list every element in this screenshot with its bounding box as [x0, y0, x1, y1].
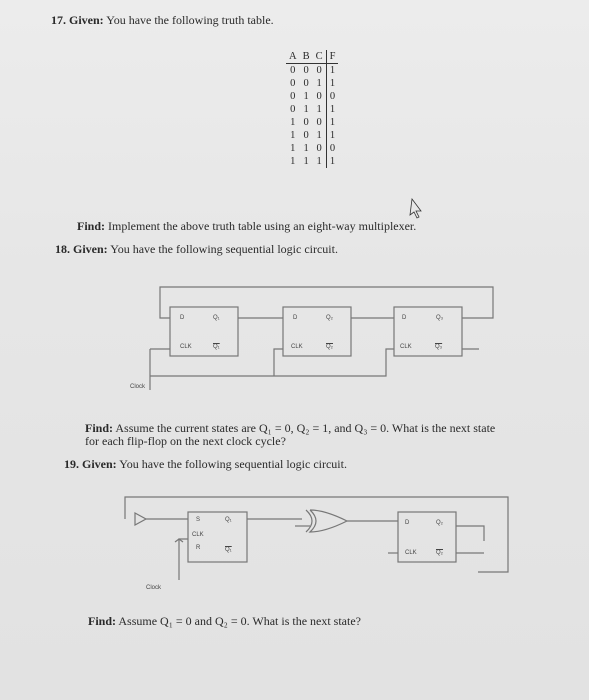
q19-d-q-label: Q₂: [436, 520, 443, 526]
q18-ff2-q-label: Q₂: [326, 315, 333, 321]
q17-find-label: Find:: [77, 219, 106, 233]
q19-clock-wire: [179, 539, 188, 580]
q19-number: 19.: [64, 457, 79, 471]
q19-d-clk-label: CLK: [405, 550, 417, 556]
truth-table-cell: 0: [316, 91, 322, 102]
truth-table-cell: 1: [290, 130, 296, 141]
header-f: F: [326, 50, 338, 64]
q18-ff1-d-label: D: [180, 315, 185, 321]
q19-sr-clk-label: CLK: [192, 532, 204, 538]
q18-ff1-q-label: Q₁: [213, 315, 220, 321]
header-a: A: [286, 50, 300, 64]
q18-ff2-qbar-label: Q₂: [326, 344, 333, 350]
truth-table-cell: 1: [326, 77, 338, 90]
truth-table-cell: 0: [303, 65, 309, 76]
q17-find-text: Implement the above truth table using an eight-way multiplexer.: [108, 219, 417, 233]
q18-ff3-q-label: Q₃: [436, 315, 444, 321]
truth-table-cell: 1: [326, 64, 338, 78]
truth-table-cell: 0: [290, 65, 296, 76]
q19-d-qbar-label: Q₂: [436, 550, 443, 556]
truth-table-cell: 1: [303, 91, 309, 102]
truth-table-cell: 1: [316, 130, 322, 141]
q19-d-d-label: D: [405, 520, 410, 526]
q18-find-text-2: for each flip-flop on the next clock cycle?: [85, 434, 286, 448]
truth-table-cell: 0: [316, 117, 322, 128]
q19-outer-loop-wire: [125, 497, 508, 572]
q19-find-text: Assume Q₁ = 0 and Q₂ = 0. What is the next state?: [118, 614, 361, 628]
q18-number: 18.: [55, 242, 70, 256]
truth-table-cell: 1: [316, 156, 322, 167]
q19-find-label: Find:: [88, 614, 117, 628]
q18-given-text: You have the following sequential logic circuit.: [110, 242, 338, 256]
q19-sr-q-label: Q₁: [225, 517, 232, 523]
truth-table-cell: 0: [326, 90, 338, 103]
q19-xor-gate-icon: [306, 510, 347, 532]
q19-clock-label: Clock: [146, 585, 162, 591]
truth-table-cell: 1: [290, 117, 296, 128]
truth-table-cell: 1: [303, 104, 309, 115]
truth-table-cell: 0: [316, 143, 322, 154]
truth-table-cell: 0: [326, 142, 338, 155]
q19-sr-qbar-label: Q₁: [225, 547, 232, 553]
q19-sr-s-label: S: [196, 517, 201, 523]
q18-ff2-d-label: D: [293, 315, 298, 321]
q19-q2-feedback-wire: [456, 526, 484, 541]
q19-find: [88, 614, 361, 629]
q18-ff3-qbar-label: Q₃: [435, 344, 443, 350]
q19-buffer-icon: [135, 513, 146, 525]
q18-find-label: Find:: [85, 421, 114, 435]
q18-ff1-clk-label: CLK: [180, 344, 192, 350]
q17-given-label: Given:: [69, 13, 104, 27]
truth-table-cell: 1: [316, 78, 322, 89]
q18-ff3-d-label: D: [402, 315, 407, 321]
truth-table-cell: 1: [326, 103, 338, 116]
truth-table-cell: 1: [303, 143, 309, 154]
q18-clock-label: Clock: [130, 384, 146, 390]
header-c: C: [313, 50, 327, 64]
q18-ff3-clk-label: CLK: [400, 344, 412, 350]
truth-table-cell: 0: [303, 78, 309, 89]
truth-table-cell: 1: [326, 116, 338, 129]
truth-table-cell: 0: [303, 130, 309, 141]
truth-table-cell: 0: [290, 91, 296, 102]
truth-table-cell: 1: [316, 104, 322, 115]
q19-given-text: You have the following sequential logic circuit.: [119, 457, 347, 471]
header-b: B: [300, 50, 313, 64]
truth-table-cell: 1: [326, 155, 338, 168]
truth-table-cell: 0: [290, 104, 296, 115]
q18-given-label: Given:: [73, 242, 108, 256]
q19-sr-r-label: R: [196, 545, 201, 551]
q18-find-text-1: Assume the current states are Q₁ = 0, Q₂ = 1, and Q₃ = 0. What is the next state: [115, 421, 496, 435]
q17-given-text: You have the following truth table.: [106, 13, 274, 27]
q17-number: 17.: [51, 13, 66, 27]
truth-table-cell: 0: [316, 65, 322, 76]
truth-table-cell: 1: [290, 143, 296, 154]
truth-table-cell: 1: [290, 156, 296, 167]
q18-ff2-clk-label: CLK: [291, 344, 303, 350]
truth-table-cell: 0: [290, 78, 296, 89]
truth-table-cell: 1: [326, 129, 338, 142]
q18-ff1-qbar-label: Q₁: [213, 344, 220, 350]
truth-table-cell: 0: [303, 117, 309, 128]
q19-given-label: Given:: [82, 457, 117, 471]
truth-table-cell: 1: [303, 156, 309, 167]
